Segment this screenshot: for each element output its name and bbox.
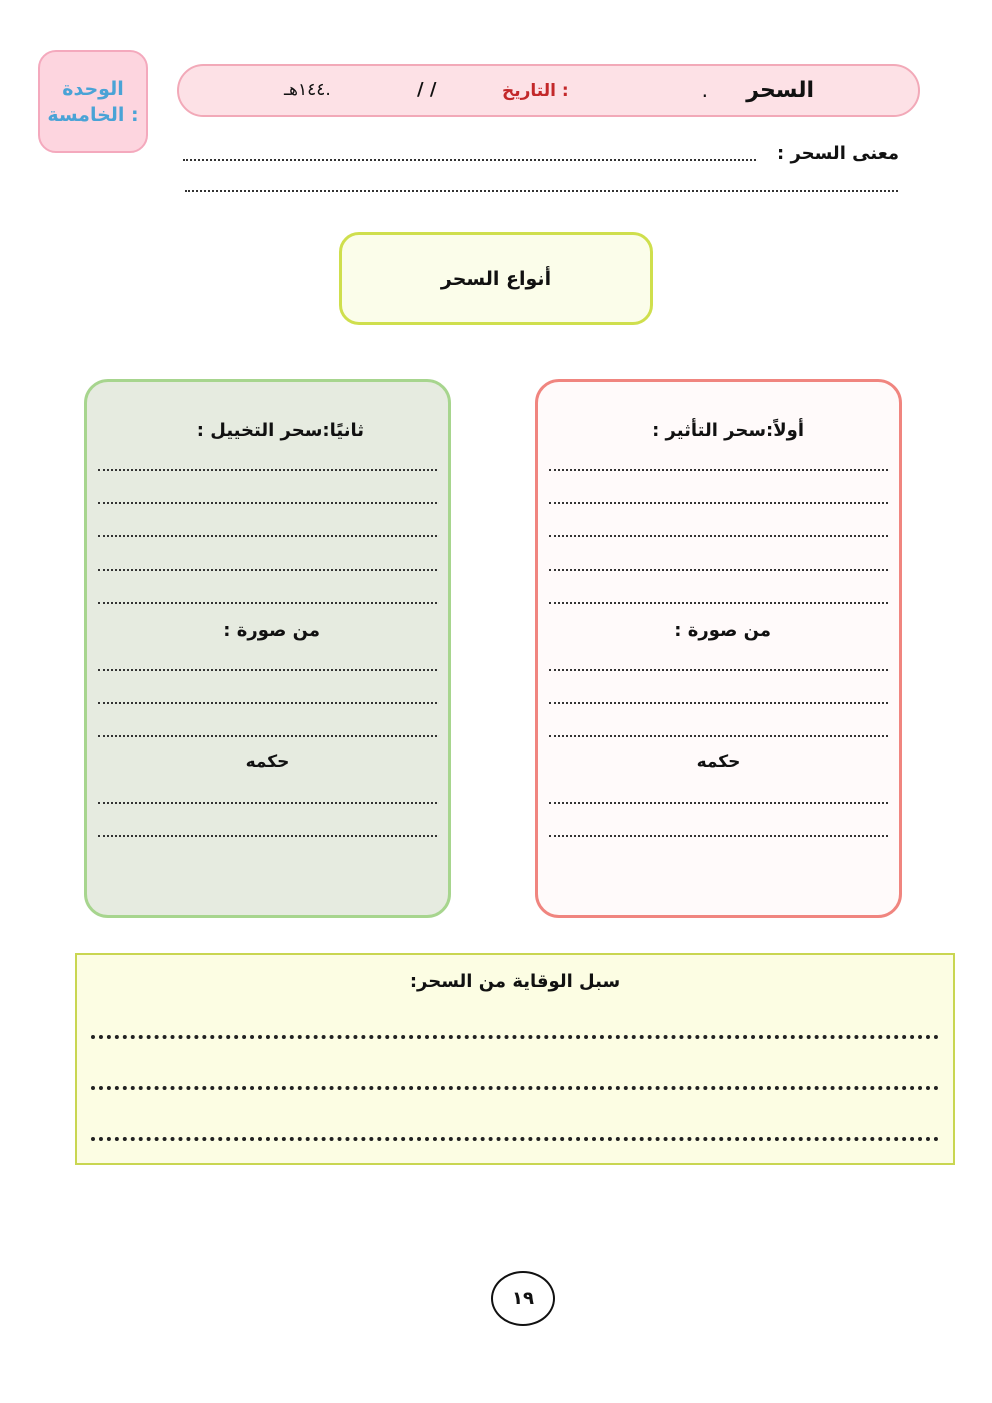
illusion-ruling-line[interactable] (98, 802, 437, 804)
illusion-answer-line[interactable] (98, 535, 437, 537)
influence-ruling-line[interactable] (549, 835, 888, 837)
panel-illusion-magic (84, 379, 451, 918)
prevention-answer-line[interactable] (91, 1086, 939, 1090)
page-number (491, 1271, 555, 1326)
influence-title: أولاً:سحر التأثير : (652, 420, 804, 441)
influence-answer-line[interactable] (549, 535, 888, 537)
illusion-example-line[interactable] (98, 735, 437, 737)
page-number-label: ١٩ (512, 1288, 534, 1309)
illusion-answer-line[interactable] (98, 602, 437, 604)
prevention-title: سبل الوقاية من السحر: (409, 971, 621, 992)
date-slashes: / / (417, 79, 437, 100)
unit-badge (38, 50, 148, 153)
influence-answer-line[interactable] (549, 502, 888, 504)
illusion-example-label: من صورة : (223, 620, 320, 641)
illusion-example-line[interactable] (98, 702, 437, 704)
influence-answer-line[interactable] (549, 569, 888, 571)
illusion-answer-line[interactable] (98, 502, 437, 504)
unit-line-2: الخامسة : (47, 103, 139, 126)
types-heading (339, 232, 653, 325)
date-label: التاريخ : (502, 81, 569, 101)
influence-example-label: من صورة : (674, 620, 771, 641)
lesson-title-dot: . (701, 78, 708, 102)
header-bar (177, 64, 920, 117)
meaning-answer-line-2[interactable] (185, 190, 898, 192)
panel-influence-magic (535, 379, 902, 918)
prevention-box (75, 953, 955, 1165)
types-heading-label: أنواع السحر (440, 267, 552, 290)
meaning-label: معنى السحر : (776, 143, 899, 164)
influence-example-line[interactable] (549, 735, 888, 737)
illusion-title: ثانيًا:سحر التخييل : (196, 420, 364, 441)
influence-ruling-line[interactable] (549, 802, 888, 804)
lesson-title: السحر (746, 78, 814, 103)
influence-example-line[interactable] (549, 702, 888, 704)
prevention-answer-line[interactable] (91, 1137, 939, 1141)
influence-answer-line[interactable] (549, 602, 888, 604)
date-year: ١٤٤هـ. (284, 80, 331, 100)
illusion-example-line[interactable] (98, 669, 437, 671)
unit-line-1: الوحدة (62, 77, 124, 100)
influence-example-line[interactable] (549, 669, 888, 671)
influence-ruling-label: حكمه (696, 752, 741, 772)
illusion-answer-line[interactable] (98, 469, 437, 471)
illusion-answer-line[interactable] (98, 569, 437, 571)
illusion-ruling-label: حكمه (245, 752, 290, 772)
prevention-answer-line[interactable] (91, 1035, 939, 1039)
meaning-answer-line-1[interactable] (183, 159, 756, 161)
influence-answer-line[interactable] (549, 469, 888, 471)
illusion-ruling-line[interactable] (98, 835, 437, 837)
